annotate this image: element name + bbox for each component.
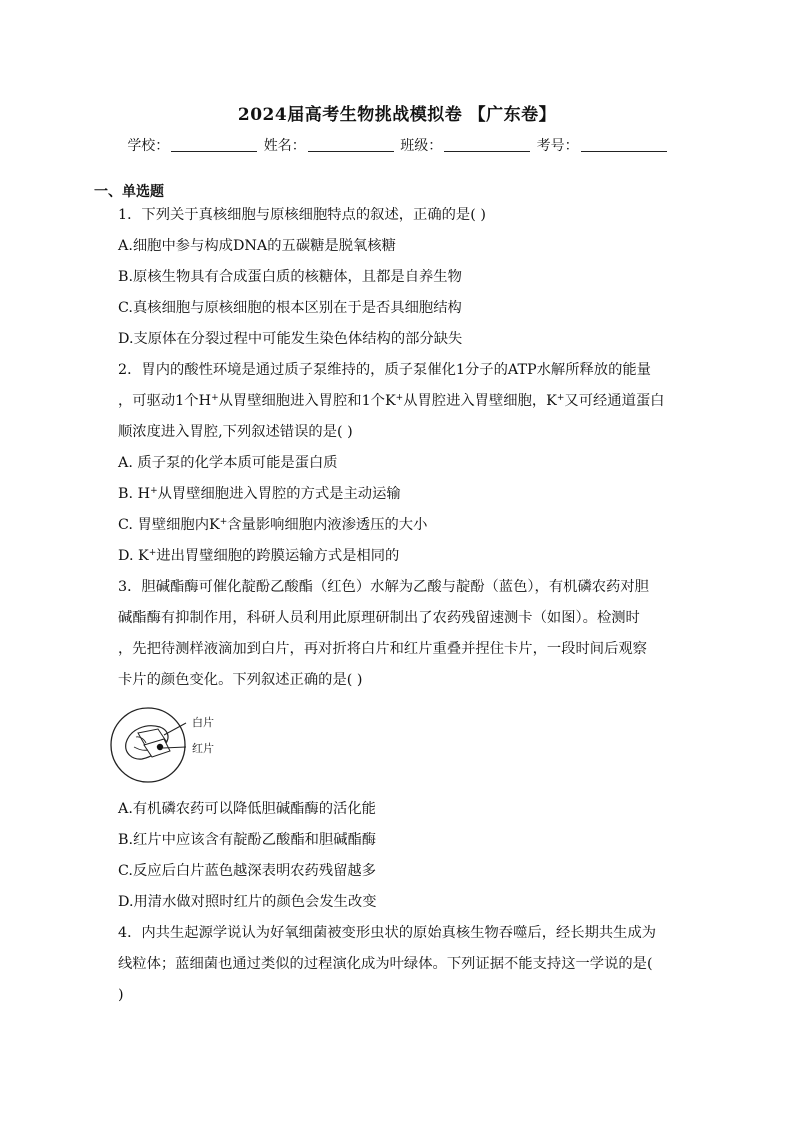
q1-option-b: B.原核生物具有合成蛋白质的核糖体，且都是自养生物 [118,269,462,285]
q2-option-b: B. H+从胃壁细胞进入胃腔的方式是主动运输 [118,486,401,502]
white-card-label: 白片 [192,716,214,729]
q2-stem-line3: 顺浓度进入胃腔,下列叙述错误的是( ) [118,424,353,440]
q1-option-a: A.细胞中参与构成DNA的五碳糖是脱氧核糖 [118,238,396,254]
q3-option-a: A.有机磷农药可以降低胆碱酯酶的活化能 [118,801,376,817]
q1-option-c: C.真核细胞与原核细胞的根本区别在于是否具细胞结构 [118,300,462,316]
name-field[interactable]: 姓名： [264,135,394,155]
q3-option-b: B.红片中应该含有靛酚乙酸酯和胆碱酯酶 [118,832,377,848]
exam-number-field[interactable]: 考号： [537,135,667,155]
exam-title: 2024届高考生物挑战模拟卷 【广东卷】 [237,105,557,125]
test-card-figure [118,703,698,789]
q4-stem-line2: 线粒体；蓝细菌也通过类似的过程演化成为叶绿体。下列证据不能支持这一学说的是( [118,956,653,972]
q3-stem-line1: 3．胆碱酯酶可催化靛酚乙酸酯（红色）水解为乙酸与靛酚（蓝色），有机磷农药对胆 [118,579,649,595]
q1-option-d: D.支原体在分裂过程中可能发生染色体结构的部分缺失 [118,331,463,347]
q2-option-c: C. 胃壁细胞内K+含量影响细胞内液渗透压的大小 [118,517,428,533]
q3-option-c: C.反应后白片蓝色越深表明农药残留越多 [118,863,377,879]
class-field[interactable]: 班级： [400,135,530,155]
q3-option-d: D.用清水做对照时红片的颜色会发生改变 [118,894,377,910]
q2-stem-line1: 2．胃内的酸性环境是通过质子泵维持的，质子泵催化1分子的ATP水解所释放的能量 [118,362,651,378]
q1-stem: 1．下列关于真核细胞与原核细胞特点的叙述，正确的是( ) [118,207,486,223]
student-info-fields [0,135,794,155]
q4-stem-line3: ) [118,987,124,1003]
q3-stem-line4: 卡片的颜色变化。下列叙述正确的是( ) [118,672,363,688]
q3-stem-line2: 碱酯酶有抑制作用，科研人员利用此原理研制出了农药残留速测卡（如图）。检测时 [118,610,640,626]
red-card-label: 红片 [192,742,214,755]
questions [118,203,698,1014]
q3-stem-line3: ，先把待测样液滴加到白片，再对折将白片和红片重叠并捏住卡片，一段时间后观察 [118,641,647,657]
q2-option-a: A. 质子泵的化学本质可能是蛋白质 [118,455,338,471]
q2-stem-line2: ，可驱动1个H+从胃壁细胞进入胃腔和1个K+从胃腔进入胃壁细胞，K+又可经通道蛋白 [118,393,665,409]
q4-stem-line1: 4．内共生起源学说认为好氧细菌被变形虫状的原始真核生物吞噬后，经长期共生成为 [118,925,657,941]
section-title: 一、单选题 [94,184,164,200]
q2-option-d: D. K+进出胃璧细胞的跨膜运输方式是相同的 [118,548,400,564]
school-field[interactable]: 学校： [127,135,257,155]
